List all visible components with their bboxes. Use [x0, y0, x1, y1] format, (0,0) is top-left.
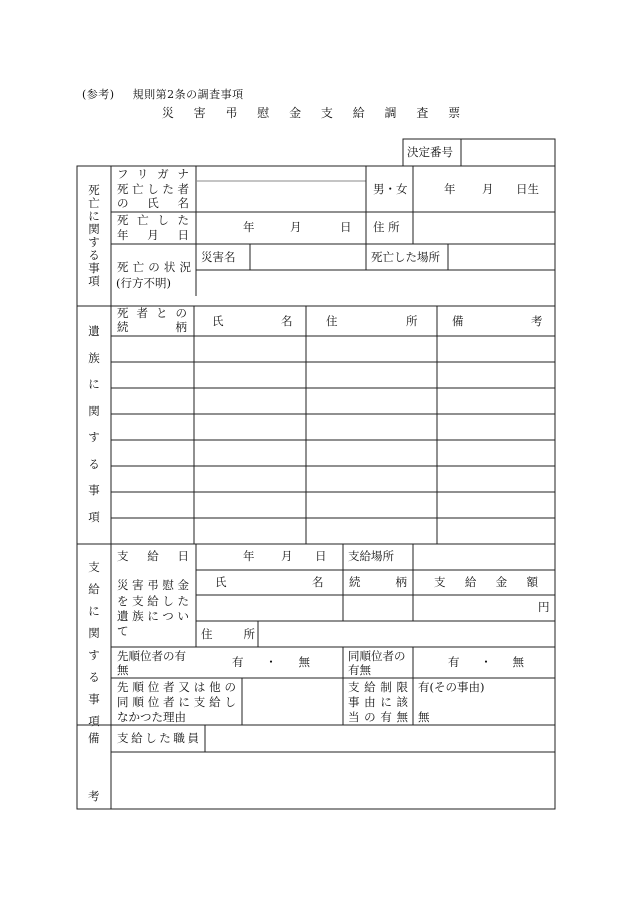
payment-place-label: 支給場所 — [348, 549, 394, 563]
payment-month-label: 月 — [281, 549, 293, 563]
furigana-label: フリガナ — [117, 167, 189, 181]
same-rank-label-1: 同順位者の — [348, 649, 406, 663]
remarks-label-top: 備 — [88, 731, 100, 745]
reason-label-2: 同順位者に支給し — [117, 695, 236, 709]
payment-amount-header: 支 給 金 額 — [434, 575, 538, 589]
family-notes-header-1: 備 — [452, 314, 464, 328]
form-title: 災 害 弔 慰 金 支 給 調 査 票 — [161, 106, 469, 120]
death-year-label: 年 — [243, 220, 255, 234]
death-status-label-2: (行方不明) — [116, 276, 171, 290]
death-day-label: 日 — [340, 220, 352, 234]
limit-no-option: 無 — [418, 710, 430, 724]
death-section-label: 死亡に関する事項 — [88, 183, 100, 288]
family-section-label: 遺族に関する事項 — [88, 324, 100, 524]
relation-label-1: 死者との — [117, 306, 187, 320]
recipient-label-4: て — [117, 624, 129, 638]
recipient-address-label: 住 所 — [201, 627, 255, 641]
reference-tag: (参考) — [82, 88, 115, 101]
family-name-header-1: 氏 — [212, 314, 224, 328]
recipient-label-2: を支給した — [117, 594, 189, 608]
recipient-label-3: 遺族につい — [117, 609, 189, 623]
death-date-label-1: 死亡した — [117, 213, 189, 227]
priority-value: 有 ・ 無 — [232, 655, 310, 669]
limit-label-3: 当の有無 — [348, 710, 408, 724]
rule-label: 規則第2条の調査事項 — [132, 88, 244, 101]
deceased-name-label-1: 死亡した者 — [117, 182, 189, 196]
death-month-label: 月 — [290, 220, 302, 234]
priority-label-1: 先順位者の有 — [117, 649, 186, 663]
staff-label: 支給した職員 — [117, 731, 199, 745]
same-rank-label-2: 有無 — [348, 663, 371, 677]
deceased-name-label-2: の 氏 名 — [117, 196, 189, 210]
death-date-label-2: 年 月 日 — [117, 228, 189, 242]
disaster-name-label: 災害名 — [201, 250, 236, 264]
decision-number-label: 決定番号 — [407, 145, 453, 159]
family-address-header-2: 所 — [406, 314, 418, 328]
limit-label-1: 支給制限 — [348, 680, 408, 694]
death-status-label-1: 死亡の状況 — [117, 260, 191, 274]
family-address-header-1: 住 — [326, 314, 338, 328]
recipient-relation-header: 続 柄 — [349, 575, 407, 589]
limit-yes-option: 有(その事由) — [418, 680, 485, 694]
payment-date-label: 支 給 日 — [117, 549, 189, 563]
recipient-label-1: 災害弔慰金 — [117, 578, 189, 592]
payment-section-label: 支給に関する事項 — [88, 560, 100, 728]
limit-label-2: 事由に該 — [348, 695, 408, 709]
sex-label: 男・女 — [373, 182, 408, 196]
recipient-name-header-1: 氏 — [215, 575, 227, 589]
same-rank-value: 有 ・ 無 — [448, 655, 524, 669]
reason-label-3: なかつた理由 — [117, 710, 186, 724]
payment-day-label: 日 — [315, 549, 327, 563]
death-place-label: 死亡した場所 — [371, 250, 440, 264]
yen-unit: 円 — [538, 600, 550, 614]
payment-year-label: 年 — [243, 549, 255, 563]
death-address-label: 住 所 — [373, 220, 400, 234]
recipient-name-header-2: 名 — [312, 575, 324, 589]
relation-label-2: 続 柄 — [117, 320, 187, 334]
birth-day-label: 日生 — [516, 182, 539, 196]
remarks-label-bottom: 考 — [88, 789, 100, 803]
reason-label-1: 先順位者又は他の — [117, 680, 236, 694]
birth-year-label: 年 — [444, 182, 456, 196]
priority-label-2: 無 — [117, 663, 129, 677]
family-notes-header-2: 考 — [531, 314, 543, 328]
family-name-header-2: 名 — [281, 314, 293, 328]
birth-month-label: 月 — [482, 182, 494, 196]
